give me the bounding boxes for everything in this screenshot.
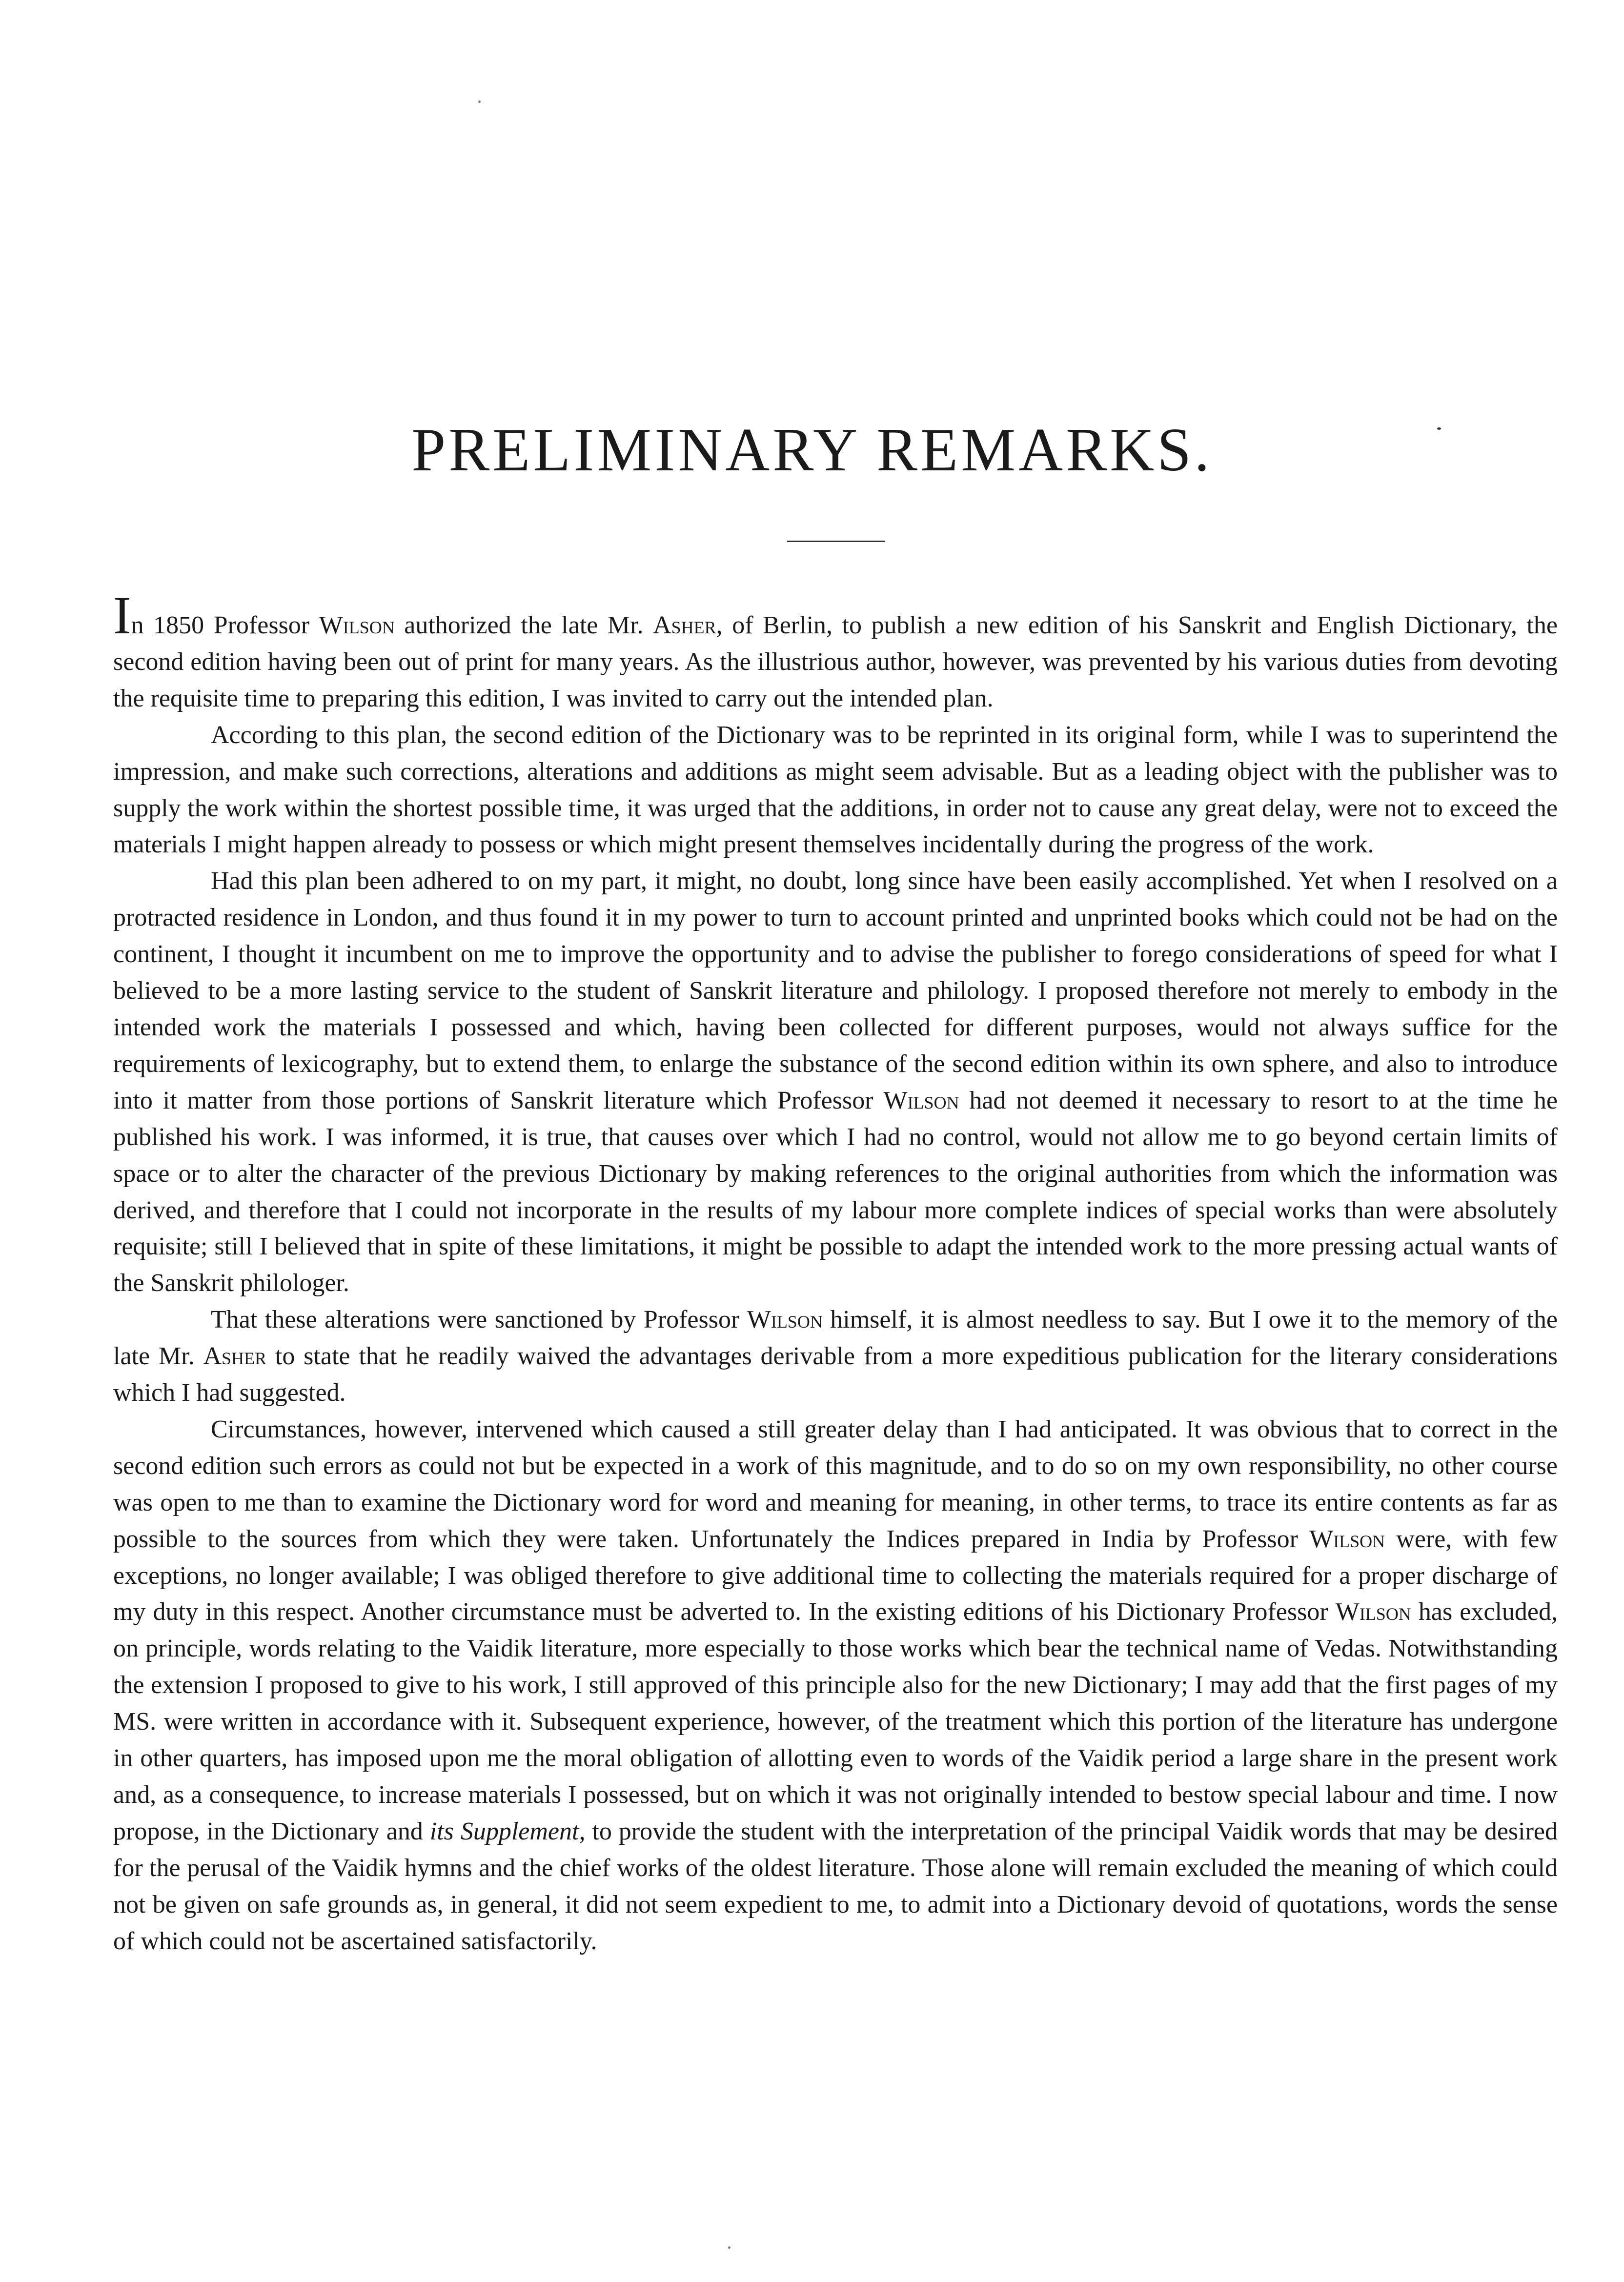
publisher-name: Asher bbox=[203, 1342, 267, 1371]
paragraph-1: In 1850 Professor Wilson authorized the late Mr. Asher, of Berlin, to publish a new edition of his Sanskrit and English Dictionary, the second edition having been out of print for many years. As the illustrious author, however, was prevented by his various duties from devoting the requisite time to preparing this edition, I was invited to carry out the intended plan. bbox=[113, 586, 1558, 712]
publisher-name: Asher bbox=[653, 611, 716, 639]
print-speck bbox=[478, 101, 481, 103]
author-name: Wilson bbox=[1309, 1525, 1385, 1553]
paragraph-5: Circumstances, however, intervened which caused a still greater delay than I had anticipated. It was obvious that to correct in the second edition such errors as could not but be expected in a work of this magnitude, and to do so on my own responsibility, no other course was open to me than to examine the Dictionary word for word and meaning for meaning, in other terms, to trace its entire contents as far as possible to the sources from which they were taken. Unfortunately the Indices prepared in India by Professor Wilson were, with few exceptions, no longer available; I was obliged therefore to give additional time to collecting the materials required for a proper discharge of my duty in this respect. Another circumstance must be adverted to. In the existing editions of his Dictionary Professor Wilson has excluded, on principle, words relating to the Vaidik literature, more especially to those works which bear the technical name of Vedas. Notwithstanding the extension I proposed to give to his work, I still approved of this principle also for the new Dictionary; I may add that the first pages of my MS. were written in accordance with it. Subsequent experience, however, of the treatment which this portion of the literature has undergone in other quarters, has imposed upon me the moral obligation of allotting even to words of the Vaidik period a large share in the present work and, as a consequence, to increase materials I possessed, but on which it was not originally intended to bestow special labour and time. I now propose, in the Dictionary and its Supplement, to provide the student with the interpretation of the principal Vaidik words that may be desired for the perusal of the Vaidik hymns and the chief works of the oldest literature. Those alone will remain excluded the meaning of which could not be given on safe grounds as, in general, it did not seem expedient to me, to admit into a Dictionary devoid of quotations, words the sense of which could not be ascertained satisfactorily. bbox=[113, 1415, 1558, 1955]
drop-cap: I bbox=[113, 586, 131, 645]
paragraph-3: Had this plan been adhered to on my part, it might, no doubt, long since have been easily accomplished. Yet when I resolved on a protracted residence in London, and thus found it in my power to turn to account printed and unprinted books which could not be had on the continent, I thought it incumbent on me to improve the opportunity and to advise the publisher to forego considerations of speed for what I believed to be a more lasting service to the student of Sanskrit literature and philology. I proposed therefore not merely to embody in the intended work the materials I possessed and which, having been collected for different purposes, would not always suffice for the requirements of lexicography, but to extend them, to enlarge the substance of the second edition within its own sphere, and also to introduce into it matter from those portions of Sanskrit literature which Professor Wilson had not deemed it necessary to resort to at the time he published his work. I was informed, it is true, that causes over which I had no control, would not allow me to go beyond certain limits of space or to alter the character of the previous Dictionary by making references to the original authorities from which the information was derived, and therefore that I could not incorporate in the results of my labour more complete indices of special works than were absolutely requisite; still I believed that in spite of these limitations, it might be possible to adapt the intended work to the more pressing actual wants of the Sanskrit philologer. bbox=[113, 867, 1558, 1297]
supplement-title: its Supplement, bbox=[429, 1817, 586, 1845]
paragraph-4: That these alterations were sanctioned by Professor Wilson himself, it is almost needless to say. But I owe it to the memory of the late Mr. Asher to state that he readily waived the advantages derivable from a more expeditious publication for the literary considerations which I had suggested. bbox=[113, 1306, 1558, 1407]
body-text bbox=[113, 586, 1558, 1960]
author-name: Wilson bbox=[319, 611, 395, 639]
page-title: PRELIMINARY REMARKS. bbox=[411, 416, 1213, 484]
print-speck bbox=[728, 2246, 731, 2249]
author-name: Wilson bbox=[747, 1306, 823, 1334]
paragraph-2: According to this plan, the second edition of the Dictionary was to be reprinted in its original form, while I was to superintend the impression, and make such corrections, alterations and additions as might seem advisable. But as a leading object with the publisher was to supply the work within the shortest possible time, it was urged that the additions, in order not to cause any great delay, were not to exceed the materials I might happen already to possess or which might present themselves incidentally during the progress of the work. bbox=[113, 721, 1558, 859]
author-name: Wilson bbox=[883, 1086, 959, 1114]
author-name: Wilson bbox=[1335, 1598, 1411, 1626]
title-divider bbox=[787, 541, 885, 542]
